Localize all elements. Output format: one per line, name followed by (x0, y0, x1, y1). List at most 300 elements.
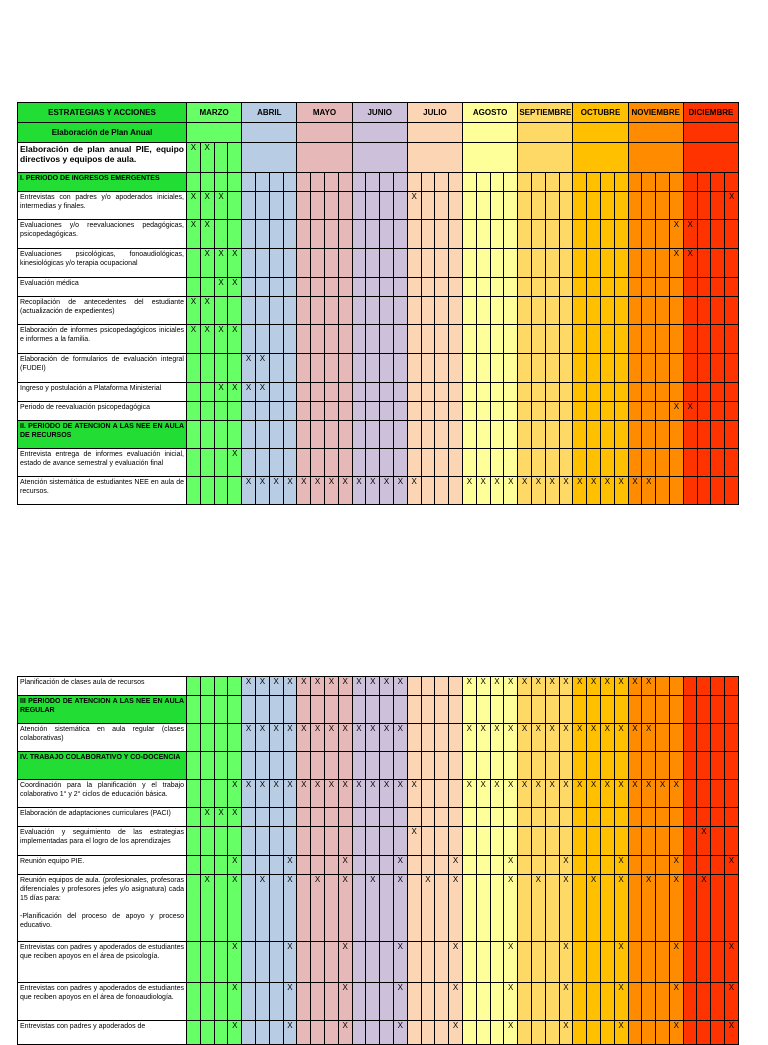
schedule-cell (600, 752, 614, 780)
schedule-cell (504, 827, 518, 856)
schedule-cell (269, 383, 283, 402)
schedule-cell (449, 173, 463, 192)
schedule-cell (325, 220, 339, 249)
schedule-cell (614, 249, 628, 278)
schedule-cell (366, 278, 380, 297)
schedule-cell (531, 856, 545, 875)
schedule-cell: X (324, 724, 338, 752)
schedule-cell: X (393, 677, 407, 696)
schedule-cell (531, 1021, 545, 1045)
schedule-cell: X (187, 325, 201, 354)
schedule-cell: X (559, 942, 573, 983)
schedule-cell (490, 752, 504, 780)
schedule-cell: X (476, 724, 490, 752)
schedule-cell: X (242, 477, 256, 505)
schedule-cell (532, 173, 546, 192)
schedule-cell (531, 983, 545, 1021)
schedule-cell (518, 402, 532, 421)
schedule-cell (490, 449, 504, 477)
schedule-cell (200, 421, 214, 449)
schedule-cell (269, 325, 283, 354)
schedule-cell (449, 220, 463, 249)
activity-row (18, 278, 739, 297)
schedule-cell (711, 677, 725, 696)
schedule-cell (269, 942, 283, 983)
schedule-cell (200, 942, 214, 983)
schedule-cell (670, 278, 684, 297)
schedule-cell (628, 421, 642, 449)
schedule-cell: X (531, 875, 545, 942)
schedule-cell: X (504, 942, 518, 983)
schedule-cell (200, 983, 214, 1021)
schedule-cell: X (214, 383, 228, 402)
subtitle-row (18, 123, 739, 143)
schedule-cell (200, 780, 214, 808)
schedule-cell (187, 249, 201, 278)
schedule-cell (311, 402, 325, 421)
schedule-cell (297, 278, 311, 297)
schedule-cell: X (228, 983, 242, 1021)
schedule-cell (297, 752, 311, 780)
schedule-cell (463, 383, 477, 402)
schedule-cell (587, 752, 601, 780)
schedule-cell (297, 354, 311, 383)
schedule-cell (269, 249, 283, 278)
schedule-cell (449, 421, 463, 449)
schedule-cell (352, 808, 366, 827)
schedule-cell (352, 1021, 366, 1045)
schedule-cell: X (573, 724, 587, 752)
schedule-cell: X (683, 402, 697, 421)
schedule-cell (642, 1021, 656, 1045)
schedule-cell (283, 354, 297, 383)
schedule-cell (642, 808, 656, 827)
schedule-cell: X (614, 983, 628, 1021)
schedule-cell (559, 278, 573, 297)
schedule-cell (476, 856, 490, 875)
schedule-cell: X (352, 724, 366, 752)
activity-label: Atención sistemática de estudiantes NEE en aula de recursos. (18, 477, 187, 505)
schedule-cell (394, 173, 408, 192)
schedule-cell (214, 942, 228, 983)
schedule-cell (269, 827, 283, 856)
schedule-cell (242, 752, 256, 780)
schedule-cell (656, 696, 670, 724)
schedule-cell (518, 856, 532, 875)
schedule-cell (504, 696, 518, 724)
schedule-cell (711, 942, 725, 983)
schedule-cell (656, 724, 670, 752)
schedule-cell (407, 220, 421, 249)
schedule-cell (532, 402, 546, 421)
schedule-cell: X (366, 875, 380, 942)
activity-label: Elaboración de formularios de evaluación integral (FUDEI) (18, 354, 187, 383)
schedule-cell (656, 421, 670, 449)
schedule-cell: X (421, 875, 435, 942)
schedule-cell (476, 192, 490, 220)
schedule-cell (228, 143, 242, 173)
schedule-cell (421, 402, 435, 421)
schedule-cell (697, 696, 711, 724)
schedule-cell: X (214, 192, 228, 220)
schedule-cell (545, 856, 559, 875)
schedule-cell: X (242, 383, 256, 402)
schedule-cell (559, 449, 573, 477)
schedule-cell (518, 983, 532, 1021)
schedule-cell (311, 325, 325, 354)
schedule-cell (256, 325, 270, 354)
schedule-cell (283, 192, 297, 220)
schedule-cell (683, 354, 697, 383)
schedule-cell: X (642, 477, 656, 505)
schedule-cell (269, 449, 283, 477)
schedule-cell (255, 942, 269, 983)
schedule-cell (490, 875, 504, 942)
schedule-cell (518, 325, 532, 354)
schedule-cell (325, 449, 339, 477)
schedule-cell: X (642, 780, 656, 808)
schedule-cell (697, 249, 711, 278)
schedule-cell (242, 1021, 256, 1045)
schedule-cell (601, 421, 615, 449)
section-row (18, 752, 739, 780)
schedule-cell (642, 249, 656, 278)
schedule-cell: X (228, 325, 242, 354)
schedule-cell (504, 192, 518, 220)
schedule-cell (297, 942, 311, 983)
schedule-cell (614, 354, 628, 383)
schedule-cell (228, 827, 242, 856)
schedule-cell (352, 983, 366, 1021)
schedule-cell (338, 278, 352, 297)
schedule-cell (297, 249, 311, 278)
schedule-cell: X (449, 983, 463, 1021)
schedule-cell: X (283, 477, 297, 505)
schedule-cell (366, 325, 380, 354)
schedule-cell (435, 278, 449, 297)
schedule-cell (283, 449, 297, 477)
schedule-cell (545, 1021, 559, 1045)
schedule-cell (380, 220, 394, 249)
schedule-cell (504, 249, 518, 278)
schedule-cell: X (559, 477, 573, 505)
schedule-cell (421, 278, 435, 297)
schedule-cell: X (366, 477, 380, 505)
schedule-cell (587, 192, 601, 220)
schedule-cell: X (228, 780, 242, 808)
schedule-cell: X (504, 477, 518, 505)
schedule-cell (228, 297, 242, 325)
schedule-cell (697, 780, 711, 808)
schedule-cell (573, 752, 587, 780)
schedule-cell (476, 1021, 490, 1045)
schedule-cell: X (297, 677, 311, 696)
month-blank-cell (242, 123, 297, 143)
schedule-cell (656, 249, 670, 278)
schedule-cell (187, 827, 201, 856)
schedule-cell (518, 875, 532, 942)
schedule-cell (642, 856, 656, 875)
schedule-cell (463, 173, 477, 192)
schedule-cell (214, 724, 228, 752)
schedule-cell: X (670, 249, 684, 278)
schedule-cell (214, 856, 228, 875)
schedule-cell (476, 875, 490, 942)
schedule-cell (504, 297, 518, 325)
schedule-cell (435, 983, 449, 1021)
schedule-cell (352, 354, 366, 383)
schedule-cell (490, 942, 504, 983)
month-header: MARZO (187, 103, 242, 123)
schedule-cell (725, 808, 739, 827)
schedule-cell (628, 325, 642, 354)
schedule-cell (725, 220, 739, 249)
schedule-cell: X (587, 875, 601, 942)
schedule-cell (601, 220, 615, 249)
schedule-cell (435, 325, 449, 354)
schedule-cell (642, 173, 656, 192)
schedule-cell (614, 808, 628, 827)
schedule-cell (380, 808, 394, 827)
schedule-cell (187, 421, 201, 449)
schedule-cell: X (338, 942, 352, 983)
schedule-cell (352, 696, 366, 724)
schedule-cell (311, 173, 325, 192)
schedule-cell (214, 696, 228, 724)
schedule-cell (518, 421, 532, 449)
schedule-cell (476, 827, 490, 856)
schedule-cell: X (504, 875, 518, 942)
month-blank-cell (187, 123, 242, 143)
schedule-cell (725, 383, 739, 402)
schedule-cell (200, 477, 214, 505)
schedule-cell (421, 696, 435, 724)
schedule-cell (656, 173, 670, 192)
schedule-cell: X (407, 477, 421, 505)
schedule-cell (614, 297, 628, 325)
schedule-cell (242, 249, 256, 278)
schedule-cell (435, 696, 449, 724)
schedule-cell (559, 383, 573, 402)
schedule-cell (214, 875, 228, 942)
schedule-cell (214, 827, 228, 856)
schedule-cell (407, 983, 421, 1021)
schedule-cell (600, 942, 614, 983)
schedule-cell (421, 354, 435, 383)
schedule-cell (297, 696, 311, 724)
schedule-cell (380, 278, 394, 297)
schedule-cell (325, 192, 339, 220)
table-title: ESTRATEGIAS Y ACCIONES (18, 103, 187, 123)
schedule-cell (394, 402, 408, 421)
schedule-cell (490, 354, 504, 383)
schedule-cell (490, 827, 504, 856)
activity-label: Evaluaciones psicológicas, fonoaudiológicas, kinesiológicas y/o terapia ocupacional (18, 249, 187, 278)
schedule-cell (435, 677, 449, 696)
schedule-cell (531, 827, 545, 856)
schedule-cell (656, 220, 670, 249)
schedule-cell (463, 192, 477, 220)
schedule-cell: X (187, 297, 201, 325)
schedule-cell (380, 449, 394, 477)
schedule-cell (697, 942, 711, 983)
schedule-cell: X (518, 780, 532, 808)
schedule-cell (200, 827, 214, 856)
schedule-cell (531, 696, 545, 724)
schedule-cell (242, 192, 256, 220)
schedule-cell (463, 220, 477, 249)
schedule-cell (242, 875, 256, 942)
schedule-cell (545, 173, 559, 192)
schedule-cell (476, 297, 490, 325)
schedule-cell: X (531, 780, 545, 808)
schedule-cell (697, 220, 711, 249)
schedule-cell (380, 1021, 394, 1045)
schedule-cell: X (600, 724, 614, 752)
schedule-cell (256, 297, 270, 325)
schedule-cell: X (504, 780, 518, 808)
schedule-cell: X (559, 780, 573, 808)
schedule-cell (545, 383, 559, 402)
schedule-cell (573, 856, 587, 875)
schedule-cell: X (228, 856, 242, 875)
schedule-cell (642, 297, 656, 325)
schedule-cell (711, 724, 725, 752)
schedule-cell (407, 325, 421, 354)
schedule-cell (394, 421, 408, 449)
schedule-cell: X (490, 477, 504, 505)
schedule-cell: X (393, 856, 407, 875)
schedule-cell (393, 827, 407, 856)
schedule-cell: X (366, 724, 380, 752)
schedule-cell (642, 983, 656, 1021)
schedule-cell (463, 354, 477, 383)
schedule-cell (228, 192, 242, 220)
schedule-cell (407, 173, 421, 192)
schedule-cell (435, 449, 449, 477)
schedule-cell: X (256, 354, 270, 383)
schedule-cell (297, 1021, 311, 1045)
schedule-cell (228, 173, 242, 192)
schedule-cell (214, 477, 228, 505)
schedule-cell (545, 827, 559, 856)
schedule-cell (187, 724, 201, 752)
schedule-cell: X (490, 677, 504, 696)
schedule-cell: X (518, 724, 532, 752)
schedule-cell (269, 983, 283, 1021)
schedule-cell (587, 696, 601, 724)
schedule-cell (421, 173, 435, 192)
schedule-cell (711, 752, 725, 780)
schedule-cell (725, 354, 739, 383)
schedule-cell (380, 856, 394, 875)
schedule-cell (325, 297, 339, 325)
schedule-cell (614, 173, 628, 192)
schedule-cell (380, 192, 394, 220)
schedule-cell: X (255, 724, 269, 752)
schedule-cell: X (614, 1021, 628, 1045)
schedule-cell (463, 278, 477, 297)
schedule-cell (559, 249, 573, 278)
schedule-cell (545, 192, 559, 220)
schedule-cell (642, 383, 656, 402)
schedule-cell (490, 173, 504, 192)
schedule-cell: X (214, 808, 228, 827)
schedule-cell (725, 780, 739, 808)
schedule-cell (242, 696, 256, 724)
activity-label: Atención sistemática en aula regular (clases colaborativas) (18, 724, 187, 752)
schedule-cell (407, 297, 421, 325)
schedule-cell (435, 402, 449, 421)
schedule-cell (711, 402, 725, 421)
schedule-cell (283, 278, 297, 297)
schedule-cell (532, 278, 546, 297)
schedule-cell (573, 827, 587, 856)
schedule-cell: X (587, 724, 601, 752)
schedule-cell (614, 752, 628, 780)
schedule-cell (642, 421, 656, 449)
schedule-cell (380, 325, 394, 354)
schedule-cell (559, 402, 573, 421)
schedule-cell (297, 875, 311, 942)
schedule-cell (393, 752, 407, 780)
schedule-cell: X (683, 249, 697, 278)
activity-row (18, 383, 739, 402)
schedule-cell (228, 421, 242, 449)
schedule-cell (421, 827, 435, 856)
schedule-cell (324, 856, 338, 875)
schedule-cell (683, 477, 697, 505)
schedule-cell (311, 983, 325, 1021)
schedule-cell (187, 449, 201, 477)
schedule-cell (462, 983, 476, 1021)
schedule-cell (283, 173, 297, 192)
schedule-cell (545, 449, 559, 477)
schedule-cell (325, 354, 339, 383)
activity-row (18, 297, 739, 325)
schedule-cell (407, 278, 421, 297)
schedule-cell (269, 402, 283, 421)
schedule-cell: X (242, 354, 256, 383)
schedule-cell (242, 942, 256, 983)
schedule-cell (352, 325, 366, 354)
schedule-cell (545, 421, 559, 449)
schedule-cell (407, 808, 421, 827)
activity-row (18, 402, 739, 421)
activity-label: Entrevistas con padres y apoderados de (18, 1021, 187, 1045)
schedule-cell (587, 278, 601, 297)
schedule-cell (587, 249, 601, 278)
schedule-cell (725, 477, 739, 505)
schedule-cell (725, 875, 739, 942)
activity-label: Entrevistas con padres y apoderados de estudiantes que reciben apoyos en el área de fonoaudiología. (18, 983, 187, 1021)
schedule-cell: X (393, 724, 407, 752)
schedule-cell (366, 402, 380, 421)
schedule-cell (352, 942, 366, 983)
schedule-cell (601, 192, 615, 220)
schedule-cell: X (338, 477, 352, 505)
schedule-cell: X (449, 942, 463, 983)
schedule-cell (338, 752, 352, 780)
schedule-cell: X (614, 942, 628, 983)
schedule-cell (711, 696, 725, 724)
schedule-cell (421, 477, 435, 505)
schedule-cell (366, 383, 380, 402)
activity-row (18, 354, 739, 383)
schedule-cell (200, 383, 214, 402)
schedule-cell: X (187, 143, 201, 173)
schedule-cell (393, 696, 407, 724)
